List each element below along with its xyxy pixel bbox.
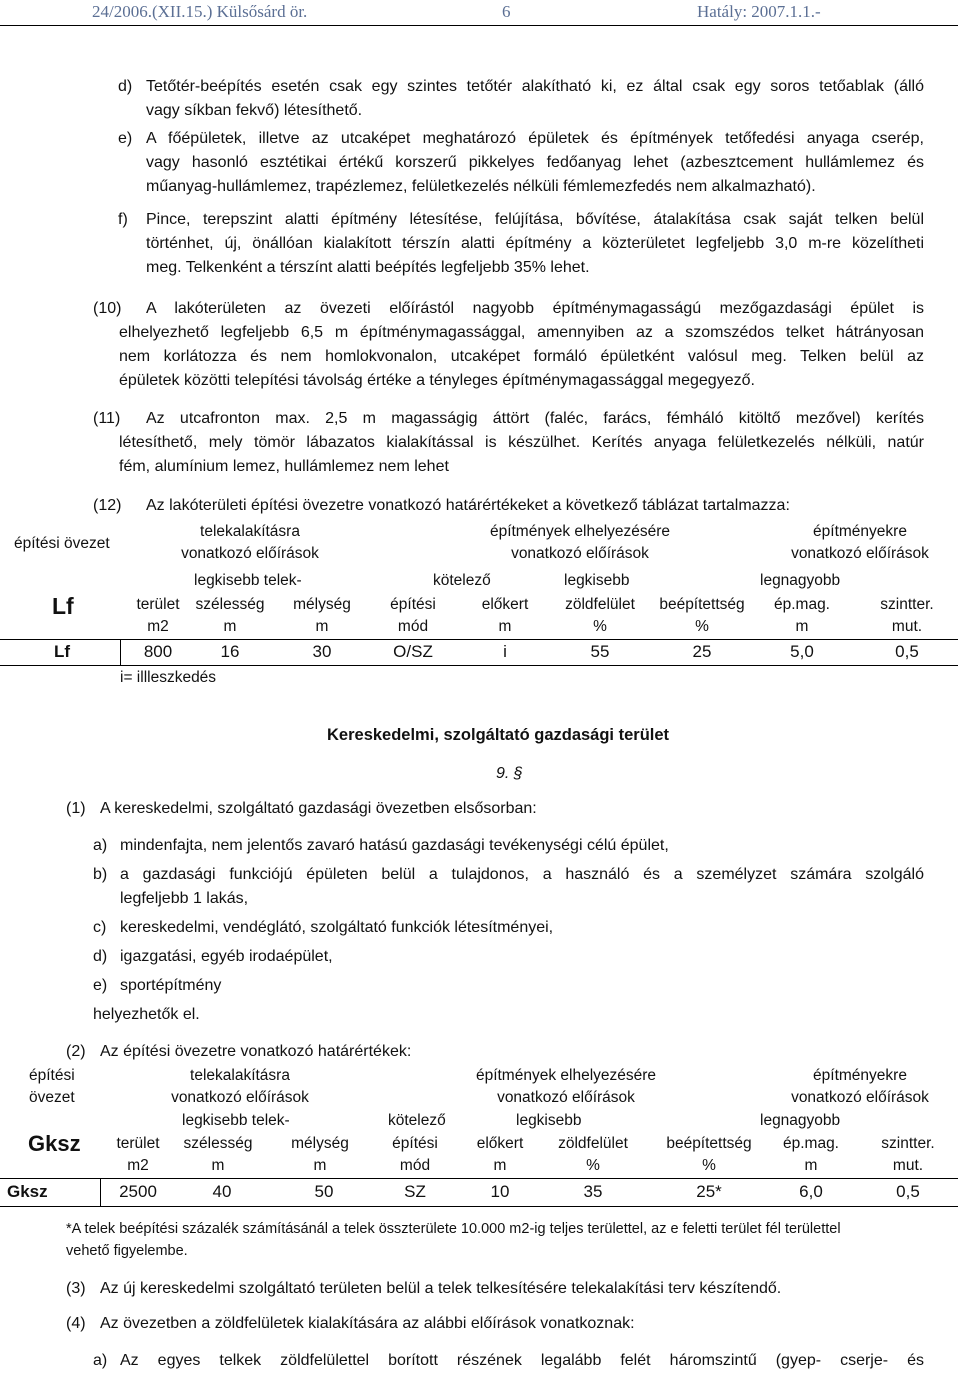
t2-group1-line2: vonatkozó előírások — [171, 1089, 309, 1106]
s1-item-d-label: d) — [93, 948, 108, 965]
t2-cell-zoldfelulet: 35 — [583, 1182, 603, 1201]
t2-group2-line1: építmények elhelyezésére — [475, 1067, 657, 1084]
t1-zone-big: Lf — [52, 593, 74, 619]
t2-cell-zone: Gksz — [7, 1182, 48, 1201]
t1-sub-legkisebb: legkisebb — [564, 572, 630, 589]
s1-item-b-label: b) — [93, 866, 108, 883]
s1-item-d-text: igazgatási, egyéb irodaépület, — [120, 948, 333, 965]
t2-sub-legkisebb-telek: legkisebb telek- — [182, 1112, 290, 1129]
t2-col-terulet: terület — [116, 1135, 160, 1152]
s4-label: (4) — [66, 1315, 86, 1332]
t1-col-szelesseg: szélesség — [195, 596, 265, 613]
t1-col-melyseg-unit: m — [315, 618, 329, 635]
footnote-line-1: *A telek beépítési százalék számításánál a telek összterülete 10.000 m2-ig teljes területtel, az e feletti terület fél területtel — [66, 1221, 841, 1237]
item-d-line-1: Tetőtér-beépítés esetén csak egy szintes tetőtér alakítható ki, ez által csak egy soros tetőablak (álló — [146, 78, 924, 95]
item-f-line-3: meg. Telkenként a térszínt alatti beépítés legfeljebb 35% lehet. — [146, 259, 590, 276]
s3-label: (3) — [66, 1280, 86, 1297]
header-rule — [0, 25, 958, 26]
para-10-line-2: elhelyezhető legfeljebb 6,5 m építménymagassággal, amennyiben az a szomszédos telket hátrányosan — [119, 324, 924, 341]
t2-col-elokert-unit: m — [493, 1157, 507, 1174]
t2-rule-top — [0, 1178, 958, 1179]
t2-col-beepitettseg: beépítettség — [666, 1135, 752, 1152]
t1-note: i= illleszkedés — [120, 669, 217, 686]
t1-col-epmag: ép.mag. — [773, 596, 830, 613]
t2-col-epitesi: építési — [392, 1135, 438, 1152]
s4-text: Az övezetben a zöldfelületek kialakítására az alábbi előírások vonatkoznak: — [100, 1315, 635, 1332]
para-11-line-2: létesíthető, mely tömör lábazatos kialakítással is készülhet. Kerítés anyaga felületkezelés nélküli, natúr — [119, 434, 924, 451]
s1-item-a-text: mindenfajta, nem jelentős zavaró hatású gazdasági tevékenységi célú épület, — [120, 837, 669, 854]
t1-col-szintter-unit: mut. — [891, 618, 923, 635]
s2-label: (2) — [66, 1043, 86, 1060]
t1-rule-bottom — [0, 665, 958, 666]
item-f-line-2: történhet, új, önállóan kialakított térszín alatti építmény a közterületet legfeljebb 3,0 m-re közelítheti — [146, 235, 924, 252]
t2-cell-melyseg: 50 — [314, 1182, 334, 1201]
t2-col-melyseg-unit: m — [313, 1157, 327, 1174]
t2-col-szelesseg-unit: m — [211, 1157, 225, 1174]
t1-zone-header: építési övezet — [14, 535, 110, 552]
t1-cell-epmag: 5,0 — [790, 642, 814, 661]
t1-cell-szintter: 0,5 — [895, 642, 919, 661]
t2-col-szintter-unit: mut. — [892, 1157, 924, 1174]
t2-col-epitesi-unit: mód — [399, 1157, 431, 1174]
t2-col-beepitettseg-unit: % — [702, 1157, 716, 1174]
header-page-number: 6 — [502, 2, 511, 21]
para-10-line-4: épületek közötti telepítési távolság értéke a tényleges építménymagassággal megegyező. — [119, 372, 755, 389]
s1-item-e-label: e) — [93, 977, 108, 994]
t2-col-szelesseg: szélesség — [183, 1135, 253, 1152]
t2-group3-line1: építményekre — [813, 1067, 907, 1084]
t1-col-elokert: előkert — [481, 596, 529, 613]
header-right: Hatály: 2007.1.1.- — [697, 2, 821, 21]
footnote-line-2: vehető figyelembe. — [66, 1243, 188, 1259]
t1-cell-beepitettseg: 25 — [692, 642, 712, 661]
t1-cell-szelesseg: 16 — [220, 642, 240, 661]
t2-group3-line2: vonatkozó előírások — [791, 1089, 929, 1106]
para-10-line-3: nem korlátozza és nem homlokvonalon, utcaképet formáló épületként valósul meg. Telken belül az — [119, 348, 924, 365]
t1-col-beepitettseg: beépítettség — [659, 596, 745, 613]
para-10-label: (10) — [93, 300, 122, 317]
t2-sub-legkisebb: legkisebb — [516, 1112, 582, 1129]
para-12-label: (12) — [93, 497, 122, 514]
s1-item-a-label: a) — [93, 837, 108, 854]
s1-closing: helyezhetők el. — [93, 1006, 200, 1023]
t2-group2-line2: vonatkozó előírások — [497, 1089, 635, 1106]
item-e-line-3: műanyag-hullámlemez, trapézlemez, felületkezelés nélküli fémlemezfedés nem alkalmazható). — [146, 178, 816, 195]
t1-cell-zoldfelulet: 55 — [590, 642, 610, 661]
t1-col-epmag-unit: m — [795, 618, 809, 635]
para-11-label: (11) — [93, 410, 121, 427]
t1-cell-zone: Lf — [54, 642, 71, 661]
t2-group1-line1: telekalakításra — [190, 1067, 290, 1084]
t1-sub-legkisebb-telek: legkisebb telek- — [194, 572, 302, 589]
s1-intro: A kereskedelmi, szolgáltató gazdasági övezetben elsősorban: — [100, 800, 537, 817]
item-e-line-2: vagy hasonló esztétikai értékű korszerű pikkelyes fedőanyag lehet (azbesztcement hullámlemez és — [146, 154, 924, 171]
s4a-label: a) — [93, 1352, 108, 1369]
t1-group3-line2: vonatkozó előírások — [791, 545, 929, 562]
t1-rule-top — [0, 639, 958, 640]
s3-text: Az új kereskedelmi szolgáltató területen belül a telek telkesítésére telekalakítási terv készítendő. — [100, 1280, 782, 1297]
t1-col-melyseg: mélység — [293, 596, 351, 613]
item-f-label: f) — [118, 211, 128, 228]
t2-cell-szelesseg: 40 — [212, 1182, 232, 1201]
t2-zone-big: Gksz — [28, 1131, 81, 1156]
para-11-line-1: Az utcafronton max. 2,5 m magasságig áttört (faléc, farács, fémháló kitöltő mezővel) kerítés — [146, 410, 924, 427]
t1-group1-line1: telekalakításra — [200, 523, 300, 540]
t2-zone-header-line1: építési — [29, 1067, 75, 1084]
t2-sub-legnagyobb: legnagyobb — [760, 1112, 841, 1129]
s1-item-b-line-2: legfeljebb 1 lakás, — [120, 890, 249, 907]
t1-col-elokert-unit: m — [498, 618, 512, 635]
t1-cell-epitesi-mod: O/SZ — [393, 642, 433, 661]
t2-col-melyseg: mélység — [291, 1135, 349, 1152]
t2-col-terulet-unit: m2 — [127, 1157, 149, 1174]
s1-item-c-label: c) — [93, 919, 107, 936]
t1-col-terulet-unit — [120, 616, 196, 638]
t1-group2-line2: vonatkozó előírások — [511, 545, 649, 562]
t1-sub-legnagyobb: legnagyobb — [760, 572, 841, 589]
t1-col-szintter: szintter. — [880, 596, 934, 613]
t2-cell-epitesi-mod: SZ — [404, 1182, 426, 1201]
item-d-line-2: vagy síkban fekvő) létesíthető. — [146, 102, 363, 119]
t2-col-epmag-unit: m — [804, 1157, 818, 1174]
item-d-label: d) — [118, 78, 133, 95]
t1-group2-line1: építmények elhelyezésére — [489, 523, 671, 540]
t2-cell-beepitettseg: 25* — [696, 1182, 722, 1201]
s1-item-c-text: kereskedelmi, vendéglátó, szolgáltató funkciók létesítményei, — [120, 919, 554, 936]
s1-label: (1) — [66, 800, 86, 817]
t2-cell-elokert: 10 — [490, 1182, 510, 1201]
t2-rule-bottom — [0, 1206, 958, 1207]
t1-cell-terulet: 800 — [143, 642, 173, 661]
t2-cell-epmag: 6,0 — [799, 1182, 823, 1201]
t1-col-epitesi-unit: mód — [397, 618, 429, 635]
item-e-label: e) — [118, 130, 133, 147]
t2-col-zoldfelulet-unit: % — [586, 1157, 600, 1174]
t1-group1-line2: vonatkozó előírások — [181, 545, 319, 562]
t1-col-zoldfelulet-unit: % — [593, 618, 607, 635]
t1-col-beepitettseg-unit: % — [695, 618, 709, 635]
para-12-text: Az lakóterületi építési övezetre vonatkozó határértékeket a következő táblázat tartalmazza: — [146, 497, 790, 514]
s2-text: Az építési övezetre vonatkozó határértékek: — [100, 1043, 412, 1060]
t1-cell-melyseg: 30 — [312, 642, 332, 661]
item-e-line-1: A főépületek, illetve az utcaképet meghatározó épületek és építmények tetőfedési anyaga cserép, — [146, 130, 924, 147]
para-11-line-3: fém, alumínium lemez, hullámlemez nem lehet — [119, 458, 449, 475]
section-title: Kereskedelmi, szolgáltató gazdasági terület — [327, 726, 670, 744]
t1-col-terulet-unit-text: m2 — [147, 618, 169, 635]
s1-item-b-line-1: a gazdasági funkciójú épületen belül a tulajdonos, a használó és a személyzet számára szolgáló — [120, 866, 924, 883]
t2-cell-terulet: 2500 — [119, 1182, 157, 1201]
t1-cell-elokert: i — [503, 642, 507, 661]
t2-sub-kotelezo: kötelező — [388, 1112, 446, 1129]
t1-col-terulet: terület — [136, 596, 180, 613]
t2-zone-header-line2: övezet — [29, 1089, 75, 1106]
t2-col-szintter: szintter. — [881, 1135, 935, 1152]
t2-col-epmag: ép.mag. — [782, 1135, 839, 1152]
s4a-text: Az egyes telkek zöldfelülettel borított részének legalább felét háromszintű (gyep- cserje- és — [120, 1352, 924, 1369]
t2-col-elokert: előkert — [476, 1135, 524, 1152]
page-header — [0, 0, 960, 26]
t2-cell-szintter: 0,5 — [896, 1182, 920, 1201]
t1-col-epitesi: építési — [390, 596, 436, 613]
section-number: 9. § — [496, 765, 523, 782]
t2-col-zoldfelulet: zöldfelület — [558, 1135, 628, 1152]
s1-item-e-text: sportépítmény — [120, 977, 222, 994]
item-f-line-1: Pince, terepszint alatti építmény létesítése, felújítása, bővítése, átalakítása csak saját telken belül — [146, 211, 924, 228]
t1-col-szelesseg-unit: m — [223, 618, 237, 635]
t1-group3-line1: építményekre — [813, 523, 907, 540]
t1-col-zoldfelulet: zöldfelület — [565, 596, 635, 613]
para-10-line-1: A lakóterületen az övezeti előírástól nagyobb építménymagasságú mezőgazdasági épület is — [146, 300, 924, 317]
header-left: 24/2006.(XII.15.) Külsősárd ör. — [92, 2, 308, 21]
t1-sub-kotelezo: kötelező — [433, 572, 491, 589]
